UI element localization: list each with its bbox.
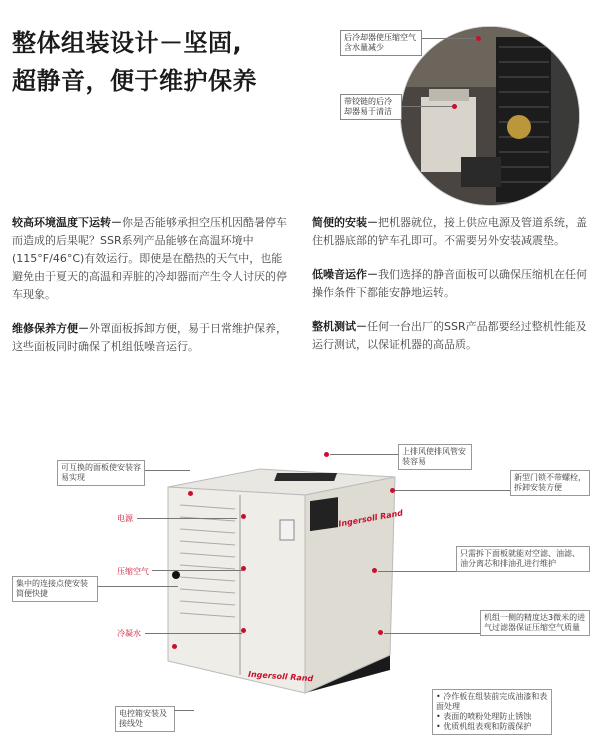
- label-line: [174, 710, 194, 711]
- label-line: [152, 570, 242, 571]
- label-line: [145, 470, 190, 471]
- feature-testing-title: 整机测试－: [312, 320, 367, 333]
- feature-maintenance-body: 外罩面板拆卸方便，易于日常维护保养，这些面板同时确保了机组低噪音运行。: [12, 322, 287, 353]
- feature-column-right: [312, 214, 592, 370]
- feature-low-noise-body: 我们选择的静音面板可以确保压缩机在任何操作条件下都能安静地运转。: [312, 268, 587, 299]
- label-finish-bullets: [432, 689, 552, 735]
- feature-maintenance-title: 维修保养方便－: [12, 322, 89, 335]
- label-door-locks: 新型门锁不带螺栓，拆卸安装方便: [510, 470, 590, 496]
- label-control-box: 电控箱安装及接线处: [115, 706, 175, 732]
- label-top-exhaust: 上排风使排风管安装容易: [398, 444, 472, 470]
- label-dot: [241, 628, 246, 633]
- label-condensate: 冷凝水: [117, 629, 141, 638]
- feature-column-left: [12, 214, 292, 372]
- feature-testing: [312, 318, 592, 354]
- feature-installation-body: 把机器就位，接上供应电源及管道系统，盖住机器底部的铲车孔即可。不需要另外安装减震垫。: [312, 216, 587, 247]
- label-dot: [390, 488, 395, 493]
- feature-temperature: [12, 214, 292, 304]
- label-compressed-air: 压缩空气: [117, 567, 149, 576]
- label-dot: [188, 491, 193, 496]
- callout-dot: [452, 104, 457, 109]
- brand-logo-side: Ingersoll Rand: [337, 508, 404, 529]
- aftercooler-photo: [400, 26, 580, 206]
- label-finish-bullet: • 冷作板在组装前完成油漆和表面处理: [436, 692, 548, 711]
- label-power: 电源: [117, 514, 133, 523]
- feature-temperature-title: 较高环境温度下运转－: [12, 216, 122, 229]
- label-line: [98, 586, 178, 587]
- label-dot: [241, 514, 246, 519]
- label-line: [145, 633, 242, 634]
- callout-line: [402, 106, 454, 107]
- label-line: [137, 518, 237, 519]
- feature-low-noise: [312, 266, 592, 302]
- headline: [12, 24, 312, 100]
- label-finish-bullet: • 表面的喷粉处理防止锈蚀: [436, 712, 532, 721]
- label-dot: [172, 644, 177, 649]
- callout-hinged-cooler: 带铰链的后冷却器易于清洁: [340, 94, 402, 120]
- feature-testing-body: 任何一台出厂的SSR产品都要经过整机性能及运行测试，以保证机器的高品质。: [312, 320, 587, 351]
- label-line: [378, 571, 456, 572]
- compressor-illustration: [140, 465, 420, 735]
- label-panels: 可互换的面板使安装容易实现: [57, 460, 145, 486]
- label-line: [330, 454, 398, 455]
- label-dot: [372, 568, 377, 573]
- label-dot: [378, 630, 383, 635]
- brand-logo-front: Ingersoll Rand: [247, 669, 314, 684]
- feature-temperature-body: 你是否能够承担空压机因酷暑停车而造成的后果呢？SSR系列产品能够在高温环境中(115°F/46°C)有效运行。即使是在酷热的天气中，也能避免由于夏天的高温和弄脏的冷却器而产生令人讨厌的停车现象。: [12, 216, 287, 301]
- headline-line-2: 超静音，便于维护保养: [12, 67, 257, 95]
- label-line: [395, 490, 510, 491]
- aftercooler-photo-illustration: [401, 27, 580, 206]
- feature-installation: [312, 214, 592, 250]
- feature-maintenance: [12, 320, 292, 356]
- label-front-panel-service: 只需拆下面板就能对空滤、油滤、油分离芯和排油孔进行维护: [456, 546, 590, 572]
- label-finish-bullet: • 优质机组表观和防震保护: [436, 722, 532, 731]
- label-dot: [241, 566, 246, 571]
- callout-line: [422, 38, 478, 39]
- label-air-intake-filter: 机组一侧的精度达3微米的进气过滤器保证压缩空气质量: [480, 610, 590, 636]
- callout-dot: [476, 36, 481, 41]
- callout-aftercooler-moisture: 后冷却器使压缩空气含水量减少: [340, 30, 422, 56]
- feature-installation-title: 简便的安装－: [312, 216, 378, 229]
- headline-line-1: 整体组装设计－坚固,: [12, 29, 243, 57]
- label-dot: [324, 452, 329, 457]
- feature-low-noise-title: 低噪音运作－: [312, 268, 378, 281]
- label-connection-point: 集中的连接点使安装简便快捷: [12, 576, 98, 602]
- label-line: [384, 633, 480, 634]
